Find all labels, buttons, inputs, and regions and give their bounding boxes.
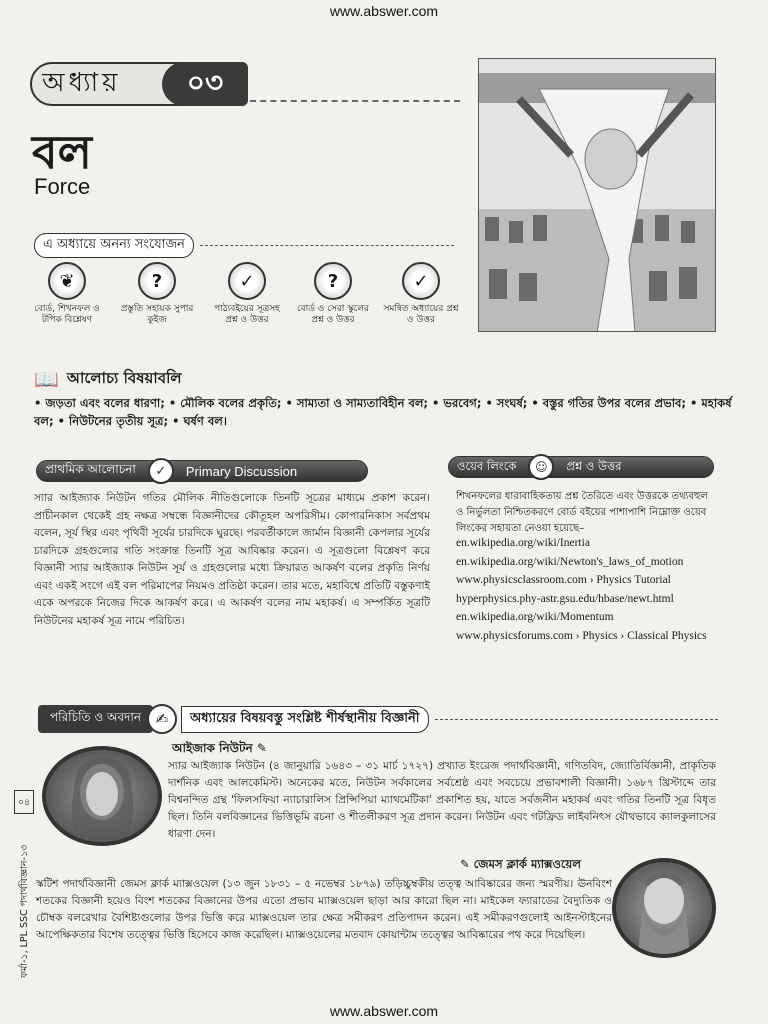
book-icon: 📖 bbox=[34, 367, 59, 391]
side-margin-text: ফর্মা-১, LPL SSC পদার্থবিজ্ঞান-১৩ bbox=[19, 844, 30, 978]
web-link: hyperphysics.phy-astr.gsu.edu/hbase/newt.html bbox=[456, 592, 674, 605]
web-link: www.physicsclassroom.com › Physics Tutorial bbox=[456, 574, 671, 586]
topics-title: আলোচ্য বিষয়াবলি bbox=[66, 368, 182, 387]
sprout-icon: ❦ bbox=[48, 262, 86, 300]
feature-label: বোর্ড, শিখনফল ও টপিক বিশ্লেষণ bbox=[34, 304, 100, 325]
feature-item bbox=[382, 262, 460, 326]
pen-icon: ✎ bbox=[460, 857, 474, 871]
feature-label: পাঠ্যবইয়ের সূত্রসহ প্রশ্ন ও উত্তর bbox=[214, 304, 280, 325]
feature-item bbox=[28, 262, 106, 326]
feature-label: বোর্ড ও সেরা স্কুলের প্রশ্ন ও উত্তর bbox=[296, 304, 369, 325]
feature-label: প্রস্তুতি সহায়ক সুপার কুইজ bbox=[120, 304, 194, 325]
web-links-intro: শিখনফলের ধারাবাহিকতায় প্রশ্ন তৈরিতে এবং উত্তরকে তথ্যবহুল ও নির্ভুলতা নিশ্চিতকরণে বোর্ড বইয়ের পাশাপাশি নিম্নোক্ত ওয়েব লিংকের সহায়তা নেওয়া হয়েছে– bbox=[456, 491, 708, 534]
scientists-banner bbox=[38, 706, 718, 732]
question-icon: ? bbox=[314, 262, 352, 300]
topics-heading bbox=[34, 368, 182, 390]
features-heading-text: এ অধ্যায়ে অনন্য সংযোজন bbox=[34, 233, 194, 258]
web-link: www.physicsforums.com › Physics › Classical Physics bbox=[456, 629, 707, 642]
primary-discussion-text: স্যার আইজ্যাক নিউটন গতির মৌলিক নীতিগুলোকে তিনটি সূত্রের মাধ্যমে প্রকাশ করেন। প্রাচীনকাল থেকেই গ্রহ নক্ষত্র সম্বন্ধে বিজ্ঞানীদের কৌতূহল অপরিসীম। কোপারনিকাস সর্বপ্রথম বলেন, সূর্য স্থির এবং পৃথিবী সূর্যের চারদিকে ঘুরছে। পরবর্তীকালে জার্মান বিজ্ঞানী কেপলার সূর্যের চারদিকে গ্রহগুলোর গতি সংক্রান্ত তিনটি সূত্র আবিষ্কার করেন। এ সূত্রগুলো বিশ্লেষণ করে বিজ্ঞানী স্যার আইজ্যাক নিউটন সূর্য ও গ্রহগুলোর মধ্যে ক্রিয়ারত আকর্ষণ বলের প্রকৃতি নির্ণয় এবং একই সংগে এই বল পরিমাপের নিয়মও প্রতিষ্ঠা করেন। তার মতে, মহাবিশ্বে প্রতিটি বস্তুকণাই একে অপরকে নিজের দিকে আকর্ষণ করে। এ আকর্ষণ বলের নাম মহাকর্ষ। এ সম্পর্কিত সূত্রটি নিউটনের মহাকর্ষ সূত্র নামে পরিচিত। bbox=[34, 492, 430, 627]
person-icon: ☺ bbox=[528, 454, 554, 480]
chapter-photo bbox=[478, 58, 716, 332]
web-link: en.wikipedia.org/wiki/Inertia bbox=[456, 537, 590, 549]
photo-illustration bbox=[479, 59, 716, 332]
scientist-icon: ✍ bbox=[147, 704, 177, 734]
newton-portrait bbox=[42, 746, 162, 846]
chapter-title-bn: বল bbox=[32, 125, 92, 179]
chapter-divider bbox=[250, 100, 460, 102]
question-icon: ? bbox=[138, 262, 176, 300]
maxwell-name bbox=[460, 856, 581, 875]
qa-label: প্রশ্ন ও উত্তর bbox=[566, 458, 622, 473]
side-page-number: ০৪ bbox=[14, 790, 34, 814]
chapter-number: ০৩ bbox=[162, 62, 248, 106]
features-heading bbox=[34, 234, 454, 256]
check-icon: ✓ bbox=[228, 262, 266, 300]
maxwell-portrait bbox=[612, 858, 716, 958]
feature-item bbox=[208, 262, 286, 326]
side-margin-label bbox=[18, 818, 34, 978]
portrait-illustration bbox=[46, 750, 158, 842]
maxwell-name-text: জেমস ক্লার্ক ম্যাক্সওয়েল bbox=[473, 857, 581, 871]
check-icon: ✓ bbox=[402, 262, 440, 300]
check-icon: ✓ bbox=[148, 458, 174, 484]
maxwell-bio: স্কটিশ পদার্থবিজ্ঞানী জেমস ক্লার্ক ম্যাক্সওয়েল (১৩ জুন ১৮৩১ – ৫ নভেম্বর ১৮৭৯) তড়িচ্চুম্বকীয় তত্ত্ব আবিষ্কারের জন্য স্মরণীয়। ঊনবিংশ শতকের বিজ্ঞানী হয়েও বিংশ শতকের বিজ্ঞানের উপর এতো প্রভাব ম্যাক্সওয়েল ছাড়া আর কারো ছিল না। মাইকেল ফ্যারাডের বৈদ্যুতিক ও চৌম্বক বলরেখার বৈশিষ্ট্যগুলোর উপর ভিত্তি করে ম্যাক্সওয়েল তার ক্ষেত্র সমীকরণ প্রতিপাদন করেন। এই সমীকরণগুলোই আইনস্টাইনের আপেক্ষিকতার বিশেষ তত্ত্বের ভিত্তি হিসেবে কাজ করেছিল। ম্যাক্সওয়েলের মতবাদ কোয়ান্টাম তত্ত্বের আবিষ্কারের পথ করে দিয়েছিল। bbox=[36, 878, 612, 941]
chapter-tag bbox=[30, 62, 248, 106]
pen-icon: ✎ bbox=[256, 741, 267, 755]
web-links-label: ওয়েব লিংকে bbox=[457, 458, 517, 473]
web-links-list bbox=[456, 534, 726, 645]
newton-bio: স্যার আইজ্যাক নিউটন (৪ জানুয়ারি ১৬৪৩ – ৩১ মার্চ ১৭২৭) প্রখ্যাত ইংরেজ পদার্থবিজ্ঞানী, গণিতবিদ, জ্যোতির্বিজ্ঞানী, প্রাকৃতিক দার্শনিক এবং আলকেমিস্ট। অনেকের মতে, নিউটন সর্বকালের সর্বশ্রেষ্ঠ এবং সবচেয়ে প্রভাবশালী বিজ্ঞানী। ১৬৮৭ খ্রিস্টাব্দে তার বিশ্বনন্দিত গ্রন্থ 'ফিলসফিয়া ন্যাচারালিস প্রিন্সিপিয়া ম্যাথমেটিকা' প্রকাশিত হয়, যাতে সর্বজনীন মহাকর্ষ এবং গতির তিনটি সূত্র বিধৃত ছিল। তিনি বলবিজ্ঞানের ভিত্তিভূমি রচনা ও শীতলীকরণ সূত্র প্রদান করেন। নিউটন এবং গটফ্রিড লাইবনিৎস যৌথভাবে ক্যালকুলাসের ধারণা দেন। bbox=[168, 760, 716, 840]
newton-name-text: আইজাক নিউটন bbox=[172, 741, 253, 755]
primary-label-en: Primary Discussion bbox=[185, 463, 298, 479]
primary-label-bn: প্রাথমিক আলোচনা bbox=[45, 462, 136, 476]
topics-list: • জড়তা এবং বলের ধারণা; • মৌলিক বলের প্রকৃতি; • সাম্যতা ও সাম্যতাবিহীন বল; • ভরবেগ; • সংঘর্ষ; • বস্তুর গতির উপর বলের প্রভাব; • মহাকর্ষ বল; • নিউটনের তৃতীয় সূত্র; • ঘর্ষণ বল। bbox=[34, 396, 732, 428]
feature-label: সমন্বিত অধ্যায়ের প্রশ্ন ও উত্তর bbox=[383, 304, 459, 325]
newton-name bbox=[172, 740, 267, 760]
feature-item bbox=[118, 262, 196, 326]
chapter-word: অধ্যায় bbox=[42, 68, 122, 98]
chapter-title-en: Force bbox=[34, 174, 91, 199]
scientists-title: অধ্যায়ের বিষয়বস্তু সংশ্লিষ্ট শীর্ষস্থানীয় বিজ্ঞানী bbox=[181, 706, 429, 733]
primary-discussion-banner bbox=[36, 460, 368, 482]
portrait-illustration bbox=[616, 862, 712, 954]
scientists-tag: পরিচিতি ও অবদান bbox=[38, 705, 153, 733]
web-links-banner bbox=[448, 456, 714, 478]
scientists-rule bbox=[435, 719, 718, 720]
web-link: en.wikipedia.org/wiki/Newton's_laws_of_motion bbox=[456, 555, 684, 568]
feature-item bbox=[294, 262, 372, 326]
watermark-bottom: www.abswer.com bbox=[329, 1003, 439, 1019]
web-link: en.wikipedia.org/wiki/Momentum bbox=[456, 611, 614, 623]
watermark-top: www.abswer.com bbox=[329, 3, 439, 19]
features-heading-rule bbox=[200, 245, 454, 246]
